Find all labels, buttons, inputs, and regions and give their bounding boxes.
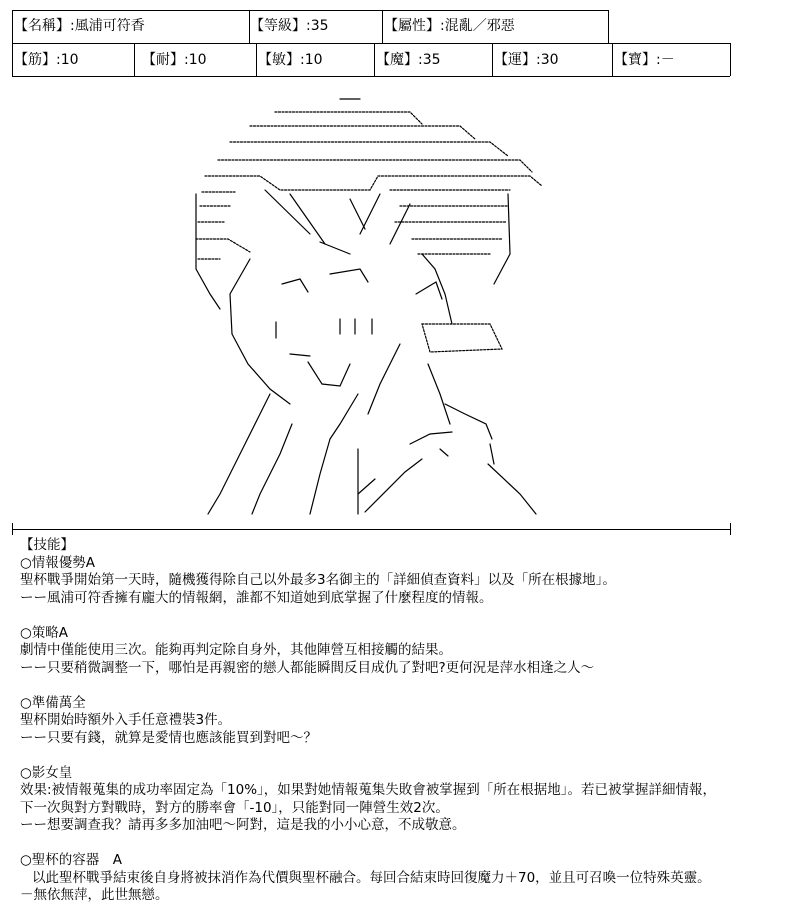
header-bottom-rule <box>12 76 730 77</box>
skill-quote: ーー風浦可符香擁有龐大的情報網，誰都不知道她到底掌握了什麼程度的情報。 <box>20 589 493 606</box>
stats-divider <box>256 43 257 76</box>
header-middle-rule <box>12 43 730 44</box>
stat-agility: 【敏】:10 <box>258 52 323 68</box>
skill-description: 效果:被情報蒐集的成功率固定為「10%」，如果對她情報蒐集失敗會被掌握到「所在根据地」。若已被掌握詳細情報， <box>20 782 717 798</box>
stat-luck: 【運】:30 <box>494 52 559 68</box>
header-divider <box>608 10 609 43</box>
skill-description: 以此聖杯戰爭結束後自身將被抹消作為代價與聖杯融合。每回合結束時回復魔力＋70，並且可召喚一位特殊英靈。 <box>32 869 711 886</box>
stat-strength: 【筋】:10 <box>14 52 79 68</box>
skill-description: 聖杯開始時額外入手任意禮裝3件。 <box>20 712 232 728</box>
skill-name: ○影女皇 <box>20 764 73 781</box>
stat-mana: 【魔】:35 <box>376 52 441 68</box>
skill-quote: －無依無萍，此世無戀。 <box>20 887 169 903</box>
skill-description: 下一次與對方對戰時，對方的勝率會「-10」，只能對同一陣營生效2次。 <box>20 799 449 816</box>
stats-divider <box>730 43 731 76</box>
skill-quote: ーー只要有錢，就算是愛情也應該能買到對吧～？ <box>20 729 317 746</box>
skills-divider-right <box>730 523 731 535</box>
stats-divider <box>134 43 135 76</box>
stat-noble-phantasm: 【寶】:－ <box>614 52 675 68</box>
character-attribute-field: 【屬性】:混亂／邪惡 <box>384 18 515 34</box>
skills-top-rule <box>12 529 730 530</box>
skill-description: 聖杯戰爭開始第一天時，隨機獲得除自己以外最多3名御主的「詳細偵查資料」以及「所在根據地」。 <box>20 572 616 588</box>
skill-name: ○聖杯的容器 A <box>20 852 123 868</box>
skill-name: ○情報優勢A <box>20 554 96 571</box>
header-divider <box>12 10 13 76</box>
stat-endurance: 【耐】:10 <box>142 52 207 68</box>
header-top-rule <box>12 10 608 11</box>
stats-divider <box>492 43 493 76</box>
skill-name: ○策略A <box>20 624 69 641</box>
skill-description: 劇情中僅能使用三次。能夠再判定除自身外，其他陣營互相接觸的結果。 <box>20 642 452 658</box>
character-level-field: 【等級】:35 <box>250 18 329 34</box>
stats-divider <box>612 43 613 76</box>
skill-quote: ーー只要稍微調整一下，哪怕是再親密的戀人都能瞬間反目成仇了對吧?更何況是萍水相逢之人～ <box>20 659 595 676</box>
character-name-field: 【名稱】:風浦可符香 <box>14 18 145 34</box>
ascii-art-portrait <box>190 94 550 519</box>
header-divider <box>382 10 383 43</box>
skill-quote: ーー想要調查我？請再多多加油吧～阿對，這是我的小小心意，不成敬意。 <box>20 817 466 833</box>
skills-title: 【技能】 <box>20 537 74 553</box>
skills-section <box>20 537 790 905</box>
skill-name: ○準備萬全 <box>20 694 86 711</box>
skills-divider-left <box>12 523 13 535</box>
stats-divider <box>374 43 375 76</box>
